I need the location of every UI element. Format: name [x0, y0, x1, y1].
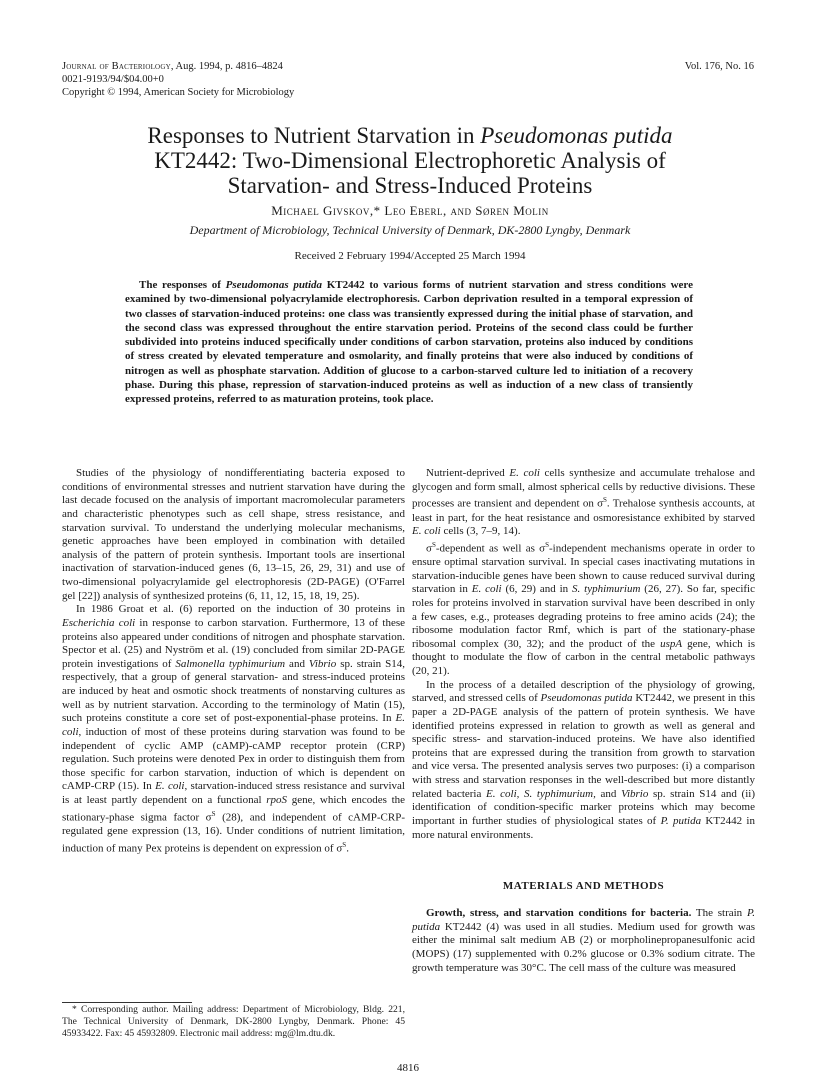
journal-name: Journal of Bacteriology — [62, 61, 171, 72]
article-title — [90, 123, 730, 198]
section-heading: MATERIALS AND METHODS — [502, 880, 665, 892]
author-list: Michael Givskov,* Leo Eberl, and Søren Molin — [271, 203, 549, 218]
run-in-heading: Growth, stress, and starvation conditions for bacteria. — [426, 907, 692, 919]
issue-date-pages: , Aug. 1994, p. 4816–4824 — [170, 61, 283, 72]
abstract-text: The responses of — [139, 279, 226, 291]
title-line-1: Responses to Nutrient Starvation in — [147, 123, 481, 148]
paragraph: $\sigma^S$-dependent as well as $\sigma^S$-independent mechanisms operate in order to ensure optimal starvation survival. In special cases inactivating mutations in starvation-inducible genes have been shown to cause reduced survival during starvation in E. coli (6, 29) and in S. typhimurium (26, 27). So far, specific roles for proteins involved in starvation survival have been described in only a few cases, e.g., proteases degrading proteins to free amino acids (24); the ribosome modulation factor Rmf, which is part of the stationary-phase ribosomal complex (30, 32); and the product of the uspA gene, which is thought to modulate the flow of carbon in the central metabolic pathways (20, 21). — [412, 540, 756, 678]
paragraph: Studies of the physiology of nondifferentiating bacteria exposed to conditions of environmental stresses and nutrient starvation have during the last decade focused on the analysis of important macromolecular parameters and characteristic phenotypes such as cell shape, stress resistance, and starvation survival. To understand the underlying molecular mechanisms, genetic approaches have been employed in combination with detailed analysis of the pattern of protein synthesis. Important tools are insertional inactivation of starvation-induced genes (6, 13–15, 26, 29, 31) and use of two-dimensional polyacrylamide gel electrophoresis (2D-PAGE) (O'Farrel gel [22]) analysis of synthesized proteins (6, 11, 12, 15, 18, 19, 25). — [62, 467, 405, 602]
issn-line: 0021-9193/94/$04.00+0 — [62, 74, 164, 85]
title-organism: Pseudomonas putida — [480, 123, 673, 148]
left-column — [62, 467, 405, 856]
title-line-2: KT2442: Two-Dimensional Electrophoretic Analysis of — [154, 148, 666, 173]
abstract-text: KT2442 to various forms of nutrient starvation and stress conditions were examined by two-dimensional polyacrylamide electrophoresis. Carbon deprivation resulted in a temporal expression of two classes of starvation-induced proteins: one class was transiently expressed during the initial phase of starvation, and the second class was expressed throughout the entire starvation period. Proteins of the second class could be further subdivided into proteins induced specifically under conditions of carbon starvation, proteins also induced by conditions of stress created by elevated temperature and osmolarity, and finally proteins that were also induced by conditions of nitrogen as well as phosphate starvation. Addition of glucose to a carbon-starved culture led to initiation of a recovery phase. During this phase, repression of starvation-induced proteins as well as induction of a new class of transiently expressed proteins, referred to as maturation proteins, took place. — [125, 279, 694, 406]
right-column — [412, 467, 755, 842]
methods-paragraph: Growth, stress, and starvation conditions for bacteria. The strain P. putida KT2442 (4) was used in all studies. Medium used for growth was either the minimal salt medium AB (2) or morpholinepropanesulfonic acid (MOPS) (17) supplemented with 0.2% glucose or 0.3% sodium citrate. The growth temperature was 30°C. The cell mass of the culture was measured — [412, 907, 755, 974]
paragraph: In 1986 Groat et al. (6) reported on the induction of 30 proteins in Escherichia coli in response to carbon starvation. Furthermore, 13 of these proteins also appeared under conditions of nitrogen and phosphate starvation. Spector et al. (25) and Nyström et al. (19) concluded from similar 2D-PAGE protein investigations of Salmonella typhimurium and Vibrio sp. strain S14, respectively, that a group of general starvation- and stress-induced proteins are induced by heat and osmotic shock treatments of nonstarving cultures as well as by nutrient starvation. According to the terminology of Matin (15), such proteins constitute a core set of post-exponential-phase proteins. In E. coli, induction of most of these proteins during starvation was found to be independent of cyclic AMP (cAMP)-cAMP receptor protein (CRP) regulation. Such proteins were denoted Pex in order to distinguish them from those specific for carbon starvation, induction of which is dependent on cAMP-CRP (15). In E. coli, starvation-induced stress resistance and survival is at least partly dependent on a functional rpoS gene, which encodes the stationary-phase sigma factor $\sigma^S$ (28), and independent of cAMP-CRP-regulated gene expression (13, 16). Under conditions of nutrient limitation, induction of many Pex proteins is dependent on expression of $\sigma^S$. — [62, 603, 406, 855]
paragraph: In the process of a detailed description of the physiology of growing, starved, and stressed cells of Pseudomonas putida KT2442, we present in this paper a 2D-PAGE analysis of the pattern of protein synthesis. We have identified proteins expressed in relation to growth as well as general and specific stress- and starvation-induced proteins. We have also identified proteins that are expressed during the transition from growth to starvation and vice versa. The presented analysis serves two purposes: (i) a comparison with stress and starvation responses in the well-described but more distantly related bacteria E. coli, S. typhimurium, and Vibrio sp. strain S14 and (ii) identification of condition-specific marker proteins which may become important in further studies of physiological states of P. putida KT2442 in more natural environments. — [412, 678, 755, 841]
copyright-line: Copyright © 1994, American Society for Microbiology — [62, 87, 295, 98]
page-number: 4816 — [397, 1062, 419, 1074]
footnote-divider — [62, 1002, 192, 1003]
affiliation: Department of Microbiology, Technical University of Denmark, DK-2800 Lyngby, Denmark — [189, 223, 631, 237]
abstract-organism: Pseudomonas putida — [225, 279, 323, 291]
received-dates: Received 2 February 1994/Accepted 25 March 1994 — [294, 250, 526, 262]
volume-issue: Vol. 176, No. 16 — [684, 61, 754, 72]
title-line-3: Starvation- and Stress-Induced Proteins — [227, 173, 593, 198]
corresponding-author-footnote: * Corresponding author. Mailing address: Department of Microbiology, Bldg. 221, The Technical University of Denmark, DK-2800 Lyngby, Denmark. Phone: 45 45933422. Fax: 45 45932809. Electronic mail address: mg@lm.dtu.dk. — [62, 1004, 405, 1039]
paragraph: Nutrient-deprived E. coli cells synthesize and accumulate trehalose and glycogen and form small, almost spherical cells by reductive divisions. These processes are transient and dependent on $\sigma^S$. Trehalose synthesis accounts, at least in part, for the heat resistance and osmoresistance exhibited by starved E. coli cells (3, 7–9, 14). — [412, 467, 755, 538]
running-header — [62, 60, 294, 99]
abstract — [125, 278, 693, 407]
